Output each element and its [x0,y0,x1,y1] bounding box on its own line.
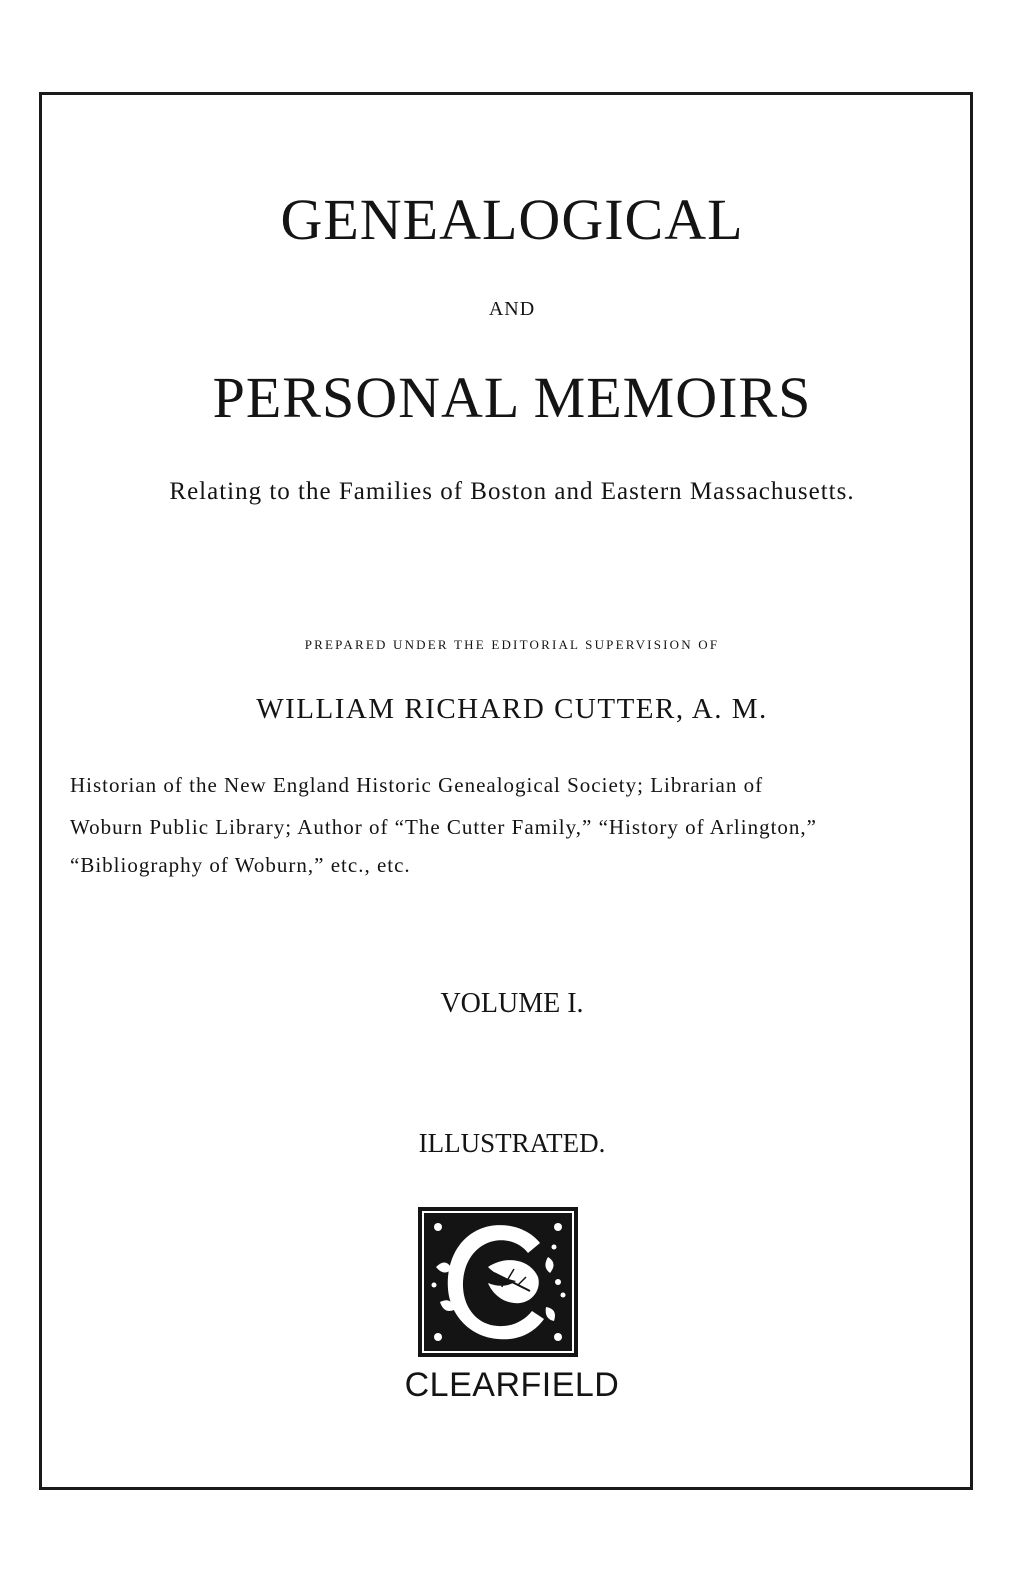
publisher-name: CLEARFIELD [404,1366,620,1404]
subtitle: Relating to the Families of Boston and Eastern Massachusetts. [169,478,855,505]
editor-credentials-line-3: “Bibliography of Woburn,” etc., etc. [70,853,411,877]
editor-name: WILLIAM RICHARD CUTTER, A. M. [256,693,768,725]
title-line-1: GENEALOGICAL [280,187,744,252]
editor-credentials-line-1: Historian of the New England Historic Genealogical Society; Librarian of [70,773,764,797]
clearfield-c-seal-icon [418,1207,578,1357]
illustrated-label: ILLUSTRATED. [418,1128,606,1158]
prepared-by-label: PREPARED UNDER THE EDITORIAL SUPERVISION OF [304,637,720,652]
editor-credentials-line-2: Woburn Public Library; Author of “The Cutter Family,” “History of Arlington,” [70,815,817,839]
title-line-2: PERSONAL MEMOIRS [212,365,812,430]
volume-label: VOLUME I. [440,988,584,1019]
title-conjunction: AND [488,298,536,320]
